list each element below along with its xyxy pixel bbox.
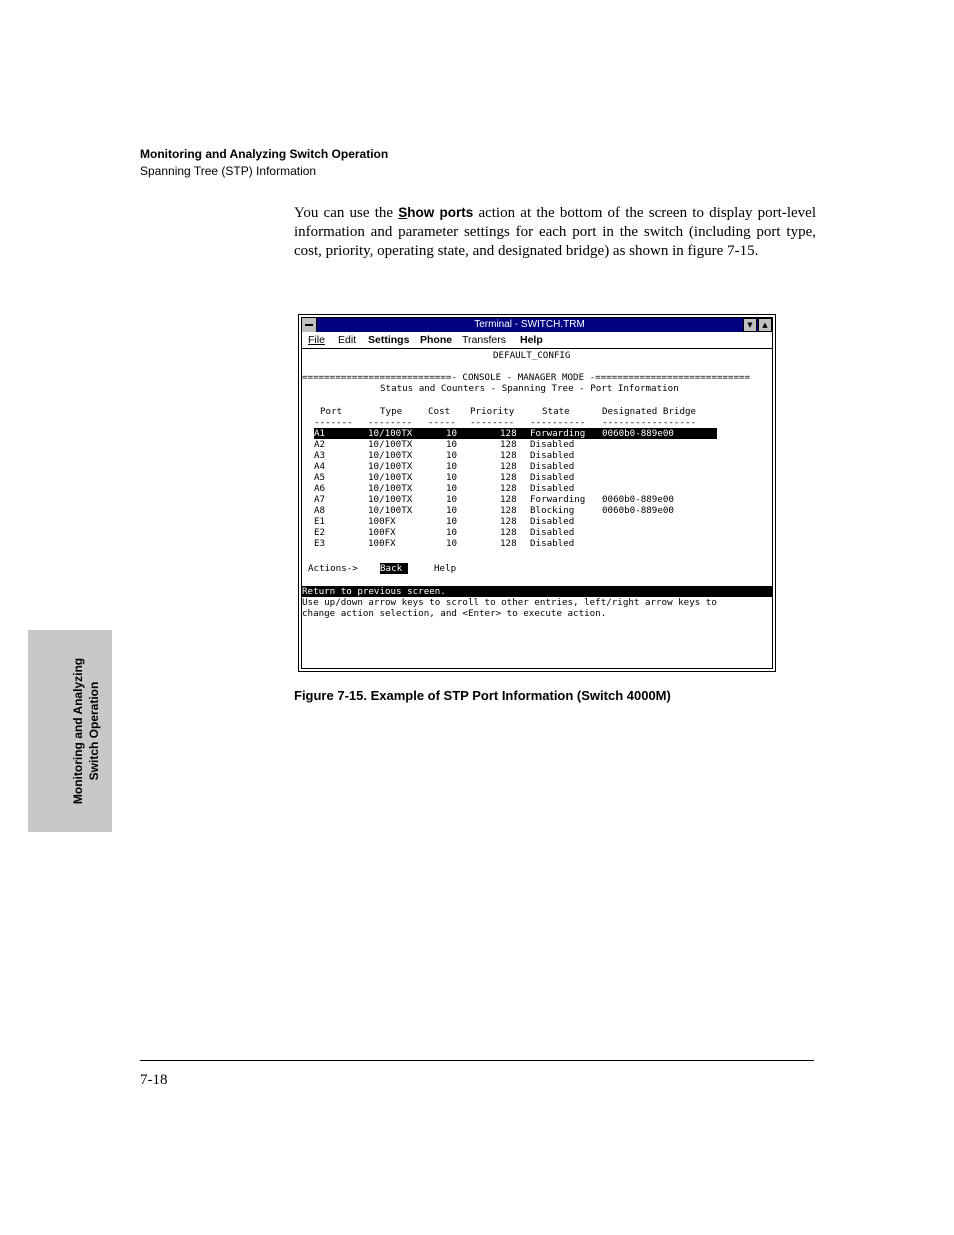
terminal-title-bar[interactable] bbox=[302, 318, 772, 332]
cell-type: 100FX bbox=[368, 527, 396, 538]
help-line-1: Use up/down arrow keys to scroll to other entries, left/right arrow keys to bbox=[302, 597, 717, 608]
cell-bridge: 0060b0-889e00 bbox=[602, 494, 674, 505]
col-priority: Priority bbox=[470, 406, 515, 417]
port-row[interactable] bbox=[314, 494, 717, 505]
show-ports-action bbox=[398, 205, 473, 220]
figure-caption: Figure 7-15. Example of STP Port Information (Switch 4000M) bbox=[294, 688, 671, 703]
page-number: 7-18 bbox=[140, 1072, 168, 1088]
cell-priority: 128 bbox=[500, 450, 517, 461]
body-text-after: action at the bottom of the screen to display port-level information and parameter settings for each port in the switch (including port type, cost, priority, operating state, and designated bridge) as shown in figure 7-15. bbox=[294, 205, 816, 259]
menu-file[interactable]: File bbox=[308, 334, 325, 346]
column-dash-row bbox=[314, 417, 717, 428]
cell-type: 10/100TX bbox=[368, 439, 413, 450]
port-row[interactable] bbox=[314, 538, 717, 549]
cell-priority: 128 bbox=[500, 428, 517, 439]
dash-state: ---------- bbox=[530, 417, 586, 428]
back-action[interactable]: Back bbox=[380, 563, 408, 574]
screen-title: Status and Counters - Spanning Tree - Port Information bbox=[380, 383, 679, 394]
cell-state: Disabled bbox=[530, 483, 575, 494]
port-row[interactable] bbox=[314, 483, 717, 494]
col-port: Port bbox=[320, 406, 343, 417]
cell-type: 10/100TX bbox=[368, 483, 413, 494]
col-state: State bbox=[542, 406, 570, 417]
status-line: Return to previous screen. bbox=[302, 586, 446, 597]
side-tab-line-1: Monitoring and Analyzing bbox=[71, 657, 85, 805]
cell-cost: 10 bbox=[446, 527, 458, 538]
cell-state: Disabled bbox=[530, 461, 575, 472]
col-cost: Cost bbox=[428, 406, 451, 417]
terminal-frame bbox=[301, 317, 773, 669]
cell-port: A7 bbox=[314, 494, 326, 505]
cell-bridge: 0060b0-889e00 bbox=[602, 505, 674, 516]
cell-priority: 128 bbox=[500, 483, 517, 494]
cell-cost: 10 bbox=[446, 461, 458, 472]
cell-state: Disabled bbox=[530, 516, 575, 527]
dash-type: -------- bbox=[368, 417, 413, 428]
cell-state: Forwarding bbox=[530, 428, 586, 439]
cell-cost: 10 bbox=[446, 516, 458, 527]
cell-cost: 10 bbox=[446, 483, 458, 494]
cell-port: A6 bbox=[314, 483, 326, 494]
cell-port: A1 bbox=[314, 428, 326, 439]
cell-state: Forwarding bbox=[530, 494, 586, 505]
cell-cost: 10 bbox=[446, 538, 458, 549]
cell-port: A4 bbox=[314, 461, 326, 472]
dash-bridge: ----------------- bbox=[602, 417, 697, 428]
status-line-bar bbox=[302, 586, 772, 597]
side-tab-text bbox=[70, 630, 102, 832]
cell-type: 10/100TX bbox=[368, 472, 413, 483]
help-line-2: change action selection, and <Enter> to execute action. bbox=[302, 608, 607, 619]
body-text-before: You can use the bbox=[294, 205, 399, 221]
cell-port: A3 bbox=[314, 450, 326, 461]
cell-port: A2 bbox=[314, 439, 326, 450]
cell-state: Blocking bbox=[530, 505, 575, 516]
menu-settings[interactable]: Settings bbox=[368, 334, 410, 346]
running-header-subtitle: Spanning Tree (STP) Information bbox=[140, 164, 317, 178]
cell-cost: 10 bbox=[446, 428, 458, 439]
cell-priority: 128 bbox=[500, 472, 517, 483]
cell-priority: 128 bbox=[500, 505, 517, 516]
menu-help[interactable]: Help bbox=[520, 334, 543, 346]
cell-port: E3 bbox=[314, 538, 326, 549]
cell-bridge: 0060b0-889e00 bbox=[602, 428, 674, 439]
cell-state: Disabled bbox=[530, 439, 575, 450]
port-row[interactable] bbox=[314, 527, 717, 538]
help-action[interactable]: Help bbox=[434, 563, 457, 574]
cell-port: A5 bbox=[314, 472, 326, 483]
menu-phone[interactable]: Phone bbox=[420, 334, 453, 346]
cell-priority: 128 bbox=[500, 527, 517, 538]
footer-rule bbox=[140, 1060, 814, 1061]
body-paragraph bbox=[294, 203, 816, 261]
actions-label: Actions-> bbox=[308, 563, 358, 574]
system-menu-icon[interactable] bbox=[302, 318, 317, 332]
running-header-title: Monitoring and Analyzing Switch Operation bbox=[140, 147, 389, 161]
port-row-selected[interactable] bbox=[314, 428, 717, 439]
column-header-row bbox=[314, 406, 717, 417]
terminal-title: Terminal - SWITCH.TRM bbox=[474, 319, 585, 330]
cell-priority: 128 bbox=[500, 538, 517, 549]
side-tab-line-2: Switch Operation bbox=[87, 681, 101, 781]
show-ports-hotkey: S bbox=[398, 205, 408, 220]
terminal-screen bbox=[302, 349, 772, 668]
cell-type: 10/100TX bbox=[368, 494, 413, 505]
port-row[interactable] bbox=[314, 439, 717, 450]
cell-cost: 10 bbox=[446, 450, 458, 461]
minimize-button[interactable]: ▼ bbox=[743, 318, 757, 332]
col-type: Type bbox=[380, 406, 403, 417]
config-name: DEFAULT_CONFIG bbox=[493, 350, 571, 361]
cell-state: Disabled bbox=[530, 472, 575, 483]
port-row[interactable] bbox=[314, 450, 717, 461]
cell-cost: 10 bbox=[446, 439, 458, 450]
port-row[interactable] bbox=[314, 516, 717, 527]
cell-state: Disabled bbox=[530, 527, 575, 538]
terminal-window bbox=[298, 314, 776, 672]
menu-transfers[interactable]: Transfers bbox=[462, 334, 506, 346]
cell-cost: 10 bbox=[446, 505, 458, 516]
chapter-side-tab bbox=[28, 630, 112, 832]
cell-type: 100FX bbox=[368, 538, 396, 549]
menu-edit[interactable]: Edit bbox=[338, 334, 357, 346]
cell-priority: 128 bbox=[500, 439, 517, 450]
maximize-button[interactable]: ▲ bbox=[758, 318, 772, 332]
cell-type: 10/100TX bbox=[368, 428, 413, 439]
cell-type: 10/100TX bbox=[368, 450, 413, 461]
dash-cost: ----- bbox=[428, 417, 456, 428]
cell-port: A8 bbox=[314, 505, 326, 516]
cell-type: 10/100TX bbox=[368, 505, 413, 516]
dash-port: ------- bbox=[314, 417, 353, 428]
cell-state: Disabled bbox=[530, 538, 575, 549]
cell-type: 10/100TX bbox=[368, 461, 413, 472]
cell-cost: 10 bbox=[446, 494, 458, 505]
show-ports-label: how ports bbox=[407, 205, 474, 220]
cell-port: E1 bbox=[314, 516, 326, 527]
cell-state: Disabled bbox=[530, 450, 575, 461]
terminal-menu-bar bbox=[302, 332, 772, 349]
cell-priority: 128 bbox=[500, 516, 517, 527]
port-row[interactable] bbox=[314, 472, 717, 483]
col-bridge: Designated Bridge bbox=[602, 406, 697, 417]
cell-priority: 128 bbox=[500, 461, 517, 472]
cell-cost: 10 bbox=[446, 472, 458, 483]
cell-priority: 128 bbox=[500, 494, 517, 505]
port-row[interactable] bbox=[314, 505, 717, 516]
console-banner: ===========================- CONSOLE - MANAGER MODE -============================ bbox=[302, 372, 751, 383]
cell-type: 100FX bbox=[368, 516, 396, 527]
port-row[interactable] bbox=[314, 461, 717, 472]
dash-priority: -------- bbox=[470, 417, 515, 428]
cell-port: E2 bbox=[314, 527, 326, 538]
